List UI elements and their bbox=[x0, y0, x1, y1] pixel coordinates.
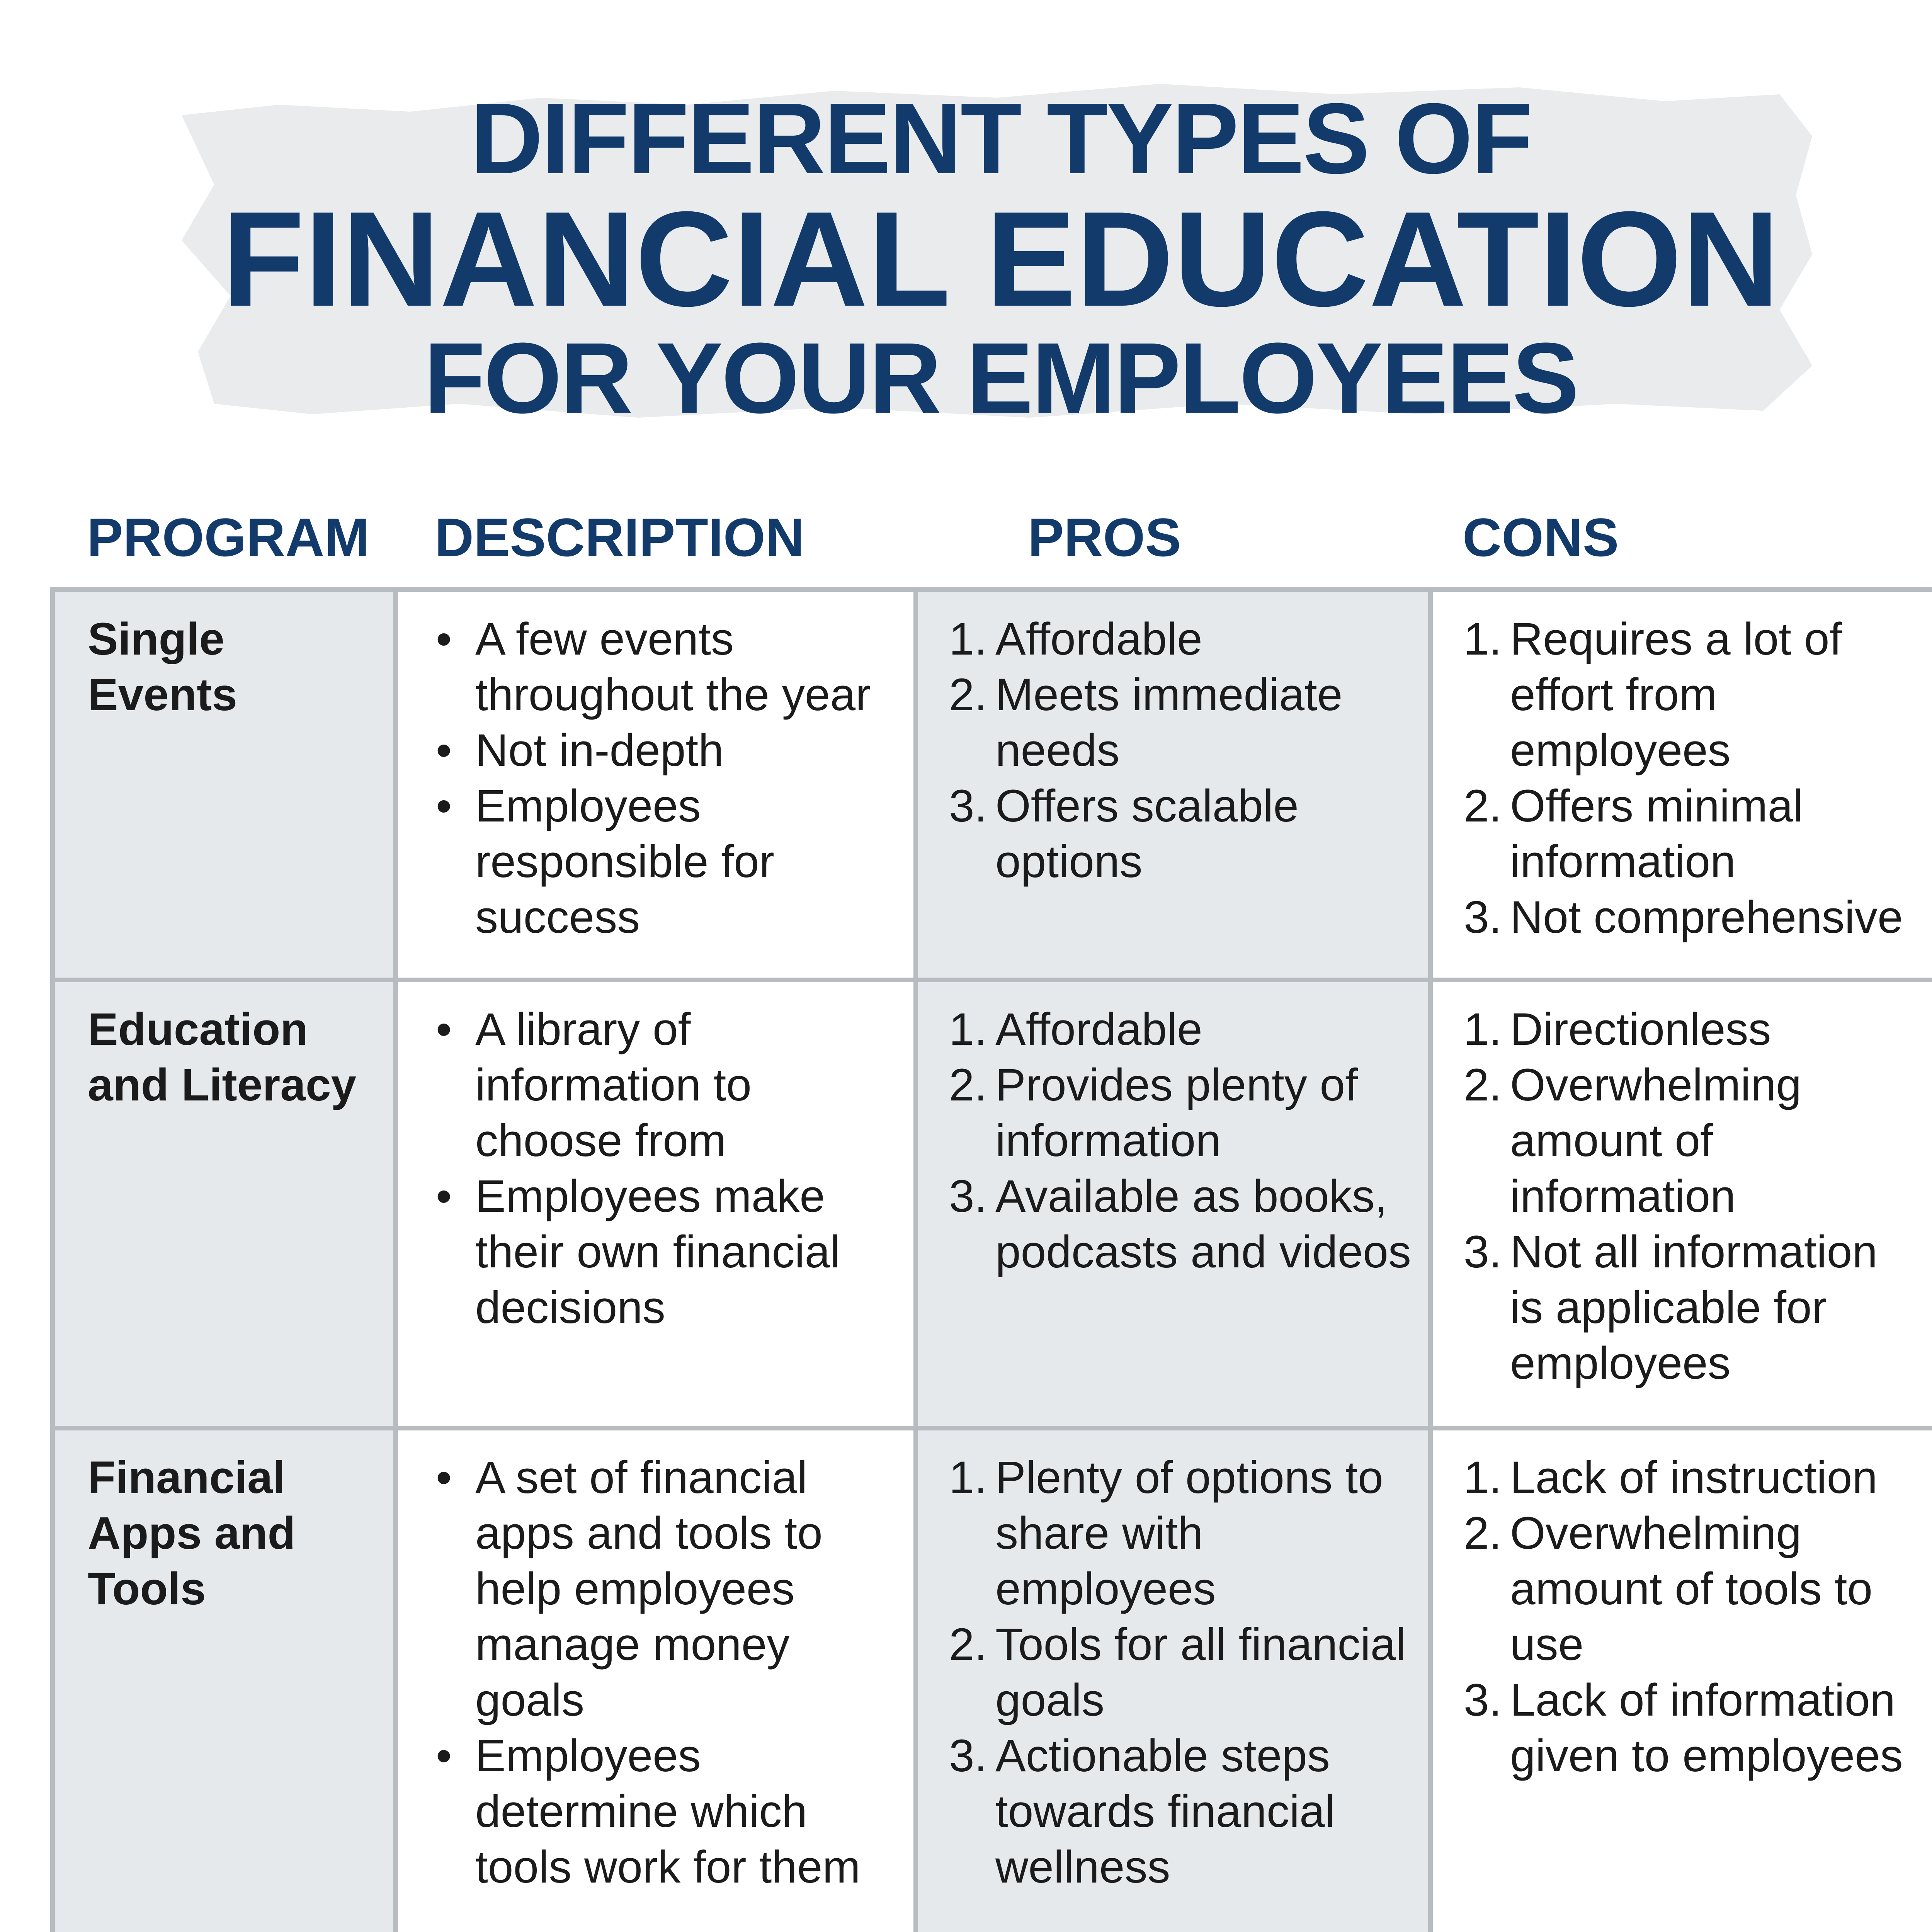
cons-text: Overwhelming amount of tools to use bbox=[1510, 1508, 1873, 1670]
cons-text: Not all information is applicable for employees bbox=[1510, 1226, 1878, 1389]
pros-list bbox=[949, 611, 1413, 889]
cons-text: Overwhelming amount of information bbox=[1510, 1060, 1802, 1222]
description-list bbox=[429, 1002, 898, 1335]
program-name: Education and Literacy bbox=[88, 1004, 357, 1111]
list-number: 3. bbox=[949, 1730, 987, 1781]
table-row bbox=[53, 590, 1932, 980]
cons-cell bbox=[1430, 590, 1932, 980]
cons-text: Not comprehensive bbox=[1510, 892, 1903, 943]
financial-education-table bbox=[50, 587, 1932, 1932]
list-number: 1. bbox=[1464, 614, 1502, 665]
cons-list bbox=[1464, 611, 1920, 945]
pros-list bbox=[949, 1450, 1413, 1895]
program-cell bbox=[53, 1428, 396, 1932]
pros-item bbox=[949, 778, 1413, 889]
list-number: 2. bbox=[1464, 1508, 1502, 1559]
description-item: • A few events throughout the year bbox=[429, 611, 898, 723]
description-cell bbox=[396, 980, 916, 1428]
cons-item bbox=[1464, 1505, 1920, 1672]
list-number: 2. bbox=[949, 669, 987, 720]
program-name: Single Events bbox=[88, 614, 237, 720]
pros-cell bbox=[916, 980, 1430, 1428]
pros-cell bbox=[916, 590, 1430, 980]
description-item: • Employees responsible for success bbox=[429, 778, 898, 945]
cons-item bbox=[1464, 1450, 1920, 1505]
cons-item bbox=[1464, 1672, 1920, 1784]
list-number: 2. bbox=[949, 1060, 987, 1111]
cons-item bbox=[1464, 1224, 1920, 1391]
description-cell bbox=[396, 590, 916, 980]
pros-text: Provides plenty of information bbox=[995, 1060, 1358, 1166]
cons-cell bbox=[1430, 980, 1932, 1428]
list-number: 3. bbox=[1464, 892, 1502, 943]
list-number: 1. bbox=[949, 1452, 987, 1503]
table-row bbox=[53, 980, 1932, 1428]
cons-item bbox=[1464, 889, 1920, 945]
pros-text: Affordable bbox=[995, 614, 1202, 665]
title-line-3: FOR YOUR EMPLOYEES bbox=[424, 322, 1578, 434]
list-number: 1. bbox=[949, 1004, 987, 1055]
cons-item bbox=[1464, 611, 1920, 778]
cons-text: Directionless bbox=[1510, 1004, 1771, 1055]
table-row bbox=[53, 1428, 1932, 1932]
pros-item bbox=[949, 667, 1413, 778]
list-number: 1. bbox=[1464, 1452, 1502, 1503]
cons-text: Lack of instruction bbox=[1510, 1452, 1878, 1503]
pros-list bbox=[949, 1002, 1413, 1280]
pros-text: Meets immediate needs bbox=[995, 669, 1343, 776]
list-number: 3. bbox=[949, 1171, 987, 1222]
header-cons: CONS bbox=[1463, 507, 1619, 568]
pros-text: Actionable steps towards financial wellness bbox=[995, 1730, 1335, 1893]
description-list bbox=[429, 1450, 898, 1895]
description-item: • A library of information to choose from bbox=[429, 1002, 898, 1168]
pros-cell bbox=[916, 1428, 1430, 1932]
program-cell bbox=[53, 980, 396, 1428]
pros-text: Available as books, podcasts and videos bbox=[995, 1171, 1411, 1277]
list-number: 2. bbox=[949, 1619, 987, 1670]
cons-list bbox=[1464, 1002, 1920, 1391]
program-name: Financial Apps and Tools bbox=[88, 1452, 296, 1614]
pros-item bbox=[949, 1728, 1413, 1895]
pros-item bbox=[949, 611, 1413, 667]
cons-item bbox=[1464, 1002, 1920, 1057]
pros-text: Tools for all financial goals bbox=[995, 1619, 1406, 1726]
list-number: 3. bbox=[1464, 1226, 1502, 1277]
description-item: • A set of financial apps and tools to help employees manage money goals bbox=[429, 1450, 898, 1728]
cons-item bbox=[1464, 1057, 1920, 1224]
pros-item bbox=[949, 1168, 1413, 1280]
pros-item bbox=[949, 1057, 1413, 1168]
cons-list bbox=[1464, 1450, 1920, 1784]
title-line-2: FINANCIAL EDUCATION bbox=[222, 184, 1780, 335]
cons-cell bbox=[1430, 1428, 1932, 1932]
pros-text: Affordable bbox=[995, 1004, 1202, 1055]
cons-item bbox=[1464, 778, 1920, 889]
pros-item bbox=[949, 1002, 1413, 1057]
list-number: 3. bbox=[1464, 1675, 1502, 1726]
list-number: 1. bbox=[1464, 1004, 1502, 1055]
description-list bbox=[429, 611, 898, 945]
pros-text: Offers scalable options bbox=[995, 781, 1299, 887]
cons-text: Offers minimal information bbox=[1510, 781, 1803, 887]
list-number: 2. bbox=[1464, 1060, 1502, 1111]
cons-text: Lack of information given to employees bbox=[1510, 1675, 1903, 1781]
pros-item bbox=[949, 1617, 1413, 1728]
description-item: • Not in-depth bbox=[429, 723, 898, 778]
program-cell bbox=[53, 590, 396, 980]
list-number: 1. bbox=[949, 614, 987, 665]
list-number: 3. bbox=[949, 781, 987, 832]
pros-text: Plenty of options to share with employees bbox=[995, 1452, 1383, 1614]
description-cell bbox=[396, 1428, 916, 1932]
list-number: 2. bbox=[1464, 781, 1502, 832]
header-description: DESCRIPTION bbox=[435, 507, 804, 568]
description-item: • Employees determine which tools work for them bbox=[429, 1728, 898, 1895]
cons-text: Requires a lot of effort from employees bbox=[1510, 614, 1842, 776]
title-line-1: DIFFERENT TYPES OF bbox=[470, 83, 1531, 195]
pros-item bbox=[949, 1450, 1413, 1617]
header-program: PROGRAM bbox=[87, 507, 370, 568]
header-pros: PROS bbox=[1028, 507, 1181, 568]
description-item: • Employees make their own financial decisions bbox=[429, 1168, 898, 1335]
